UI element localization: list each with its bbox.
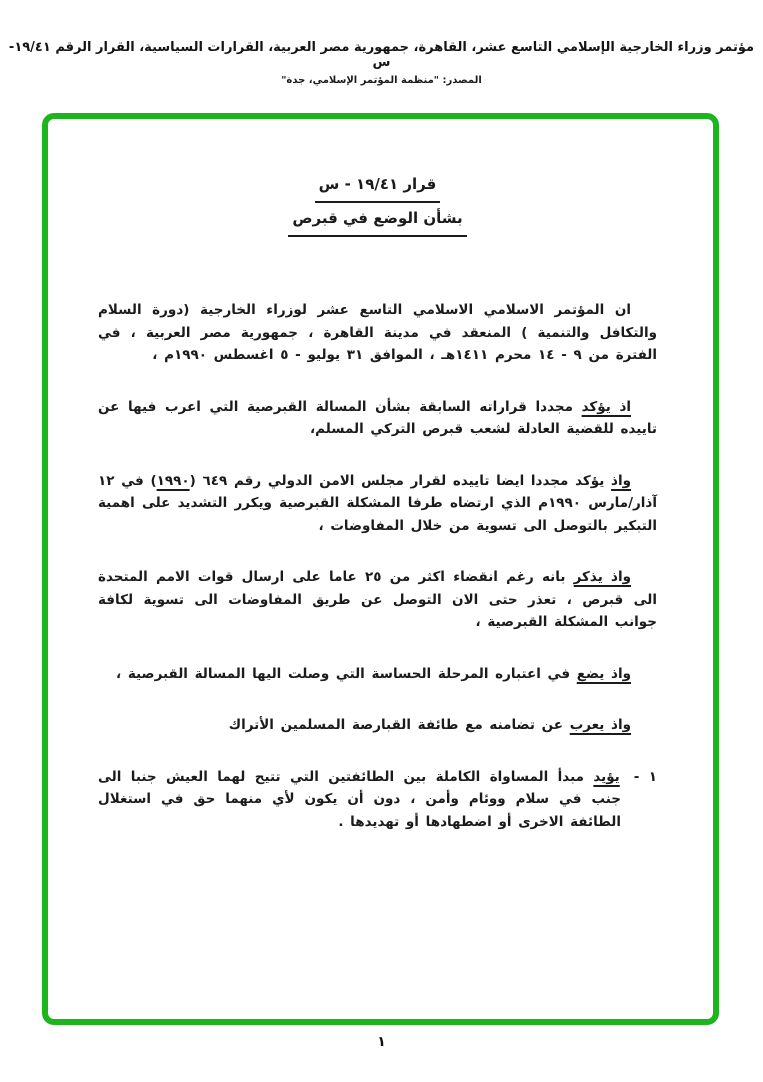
paragraph-text: يؤكد مجددا ايضا تاييده لقرار مجلس الامن الدولي رقم ٦٤٩ ( <box>189 472 612 489</box>
paragraph-text: في اعتباره المرحلة الحساسة التي وصلت اليها المسالة القبرصية ، <box>116 665 577 682</box>
resolution-body <box>98 299 657 833</box>
resolution-paragraph <box>98 566 657 634</box>
paragraph-text: عن تضامنه مع طائفة القبارصة المسلمين الأتراك <box>228 717 570 733</box>
resolution-title <box>98 169 657 237</box>
underlined-lead-phrase: واذ <box>611 472 631 489</box>
underlined-lead-phrase: واذ يعرب <box>569 717 631 733</box>
document-green-frame <box>42 113 719 1025</box>
resolution-subject-title: بشأن الوضع في قبرص <box>288 203 466 237</box>
paragraph-text: مجددا قراراته السابقة بشأن المسالة القبرصية التي اعرب فيها عن تاييده للقضية العادلة لشعب قبرص التركي المسلم، <box>98 398 657 437</box>
underlined-lead-phrase: واذ يضع <box>576 665 631 682</box>
document-content <box>48 119 713 833</box>
paragraph-text: ان المؤتمر الاسلامي الاسلامي التاسع عشر لوزراء الخارجية (دورة السلام والتكافل والتنمية ) المنعقد في مدينة القاهرة ، جمهورية مصر العربية ، في الفترة من ٩ - ١٤ محرم ١٤١١هـ ، الموافق ٣١ يوليو - ٥ اغسطس ١٩٩٠م ، <box>98 302 657 363</box>
header-source-line: مؤتمر وزراء الخارجية الإسلامي التاسع عشر، القاهرة، جمهورية مصر العربية، القرارات السياسية، القرار الرقم ١٩/٤١-س <box>8 40 755 70</box>
paragraph-text: مبدأ المساواة الكاملة بين الطائفتين التي تتيح لهما العيش جنبا الى جنب في سلام ووئام وأمن ، دون أن يكون لأي منهما حق في استغلال الطائفة الاخرى أو اضطهادها أو تهديدها . <box>98 768 621 830</box>
resolution-paragraph <box>98 714 657 737</box>
underlined-lead-phrase: واذ يذكر <box>573 569 631 585</box>
paragraph-text: ) في ١٢ آذار/مارس ١٩٩٠م الذي ارتضاه طرفا المشكلة القبرصية ويكرر التشديد على اهمية التبكير بالتوصل الى تسوية من خلال المفاوضات ، <box>98 472 657 534</box>
resolution-paragraph <box>98 663 657 686</box>
resolution-paragraph <box>98 396 657 441</box>
resolution-paragraph <box>98 299 657 367</box>
underlined-lead-phrase: اذ يؤكد <box>581 398 631 415</box>
underlined-lead-phrase: ١٩٩٠ <box>156 472 190 489</box>
page-number: ١ <box>377 1034 386 1050</box>
header-publisher-line: المصدر: "منظمة المؤتمر الإسلامي، جدة" <box>281 75 482 86</box>
resolution-paragraph <box>98 470 657 538</box>
clause-number: ١ - <box>633 768 657 785</box>
underlined-lead-phrase: يؤيد <box>593 768 620 785</box>
resolution-number-title: قرار ١٩/٤١ - س <box>315 169 441 203</box>
paragraph-text: بانه رغم انقضاء اكثر من ٢٥ عاما على ارسال قوات الامم المتحدة الى قبرص ، تعذر حتى الان التوصل عن طريق المفاوضات الى تسوية لكافة جوانب المشكلة القبرصية ، <box>98 569 657 630</box>
resolution-clause-item <box>98 766 657 834</box>
document-header <box>0 40 763 86</box>
